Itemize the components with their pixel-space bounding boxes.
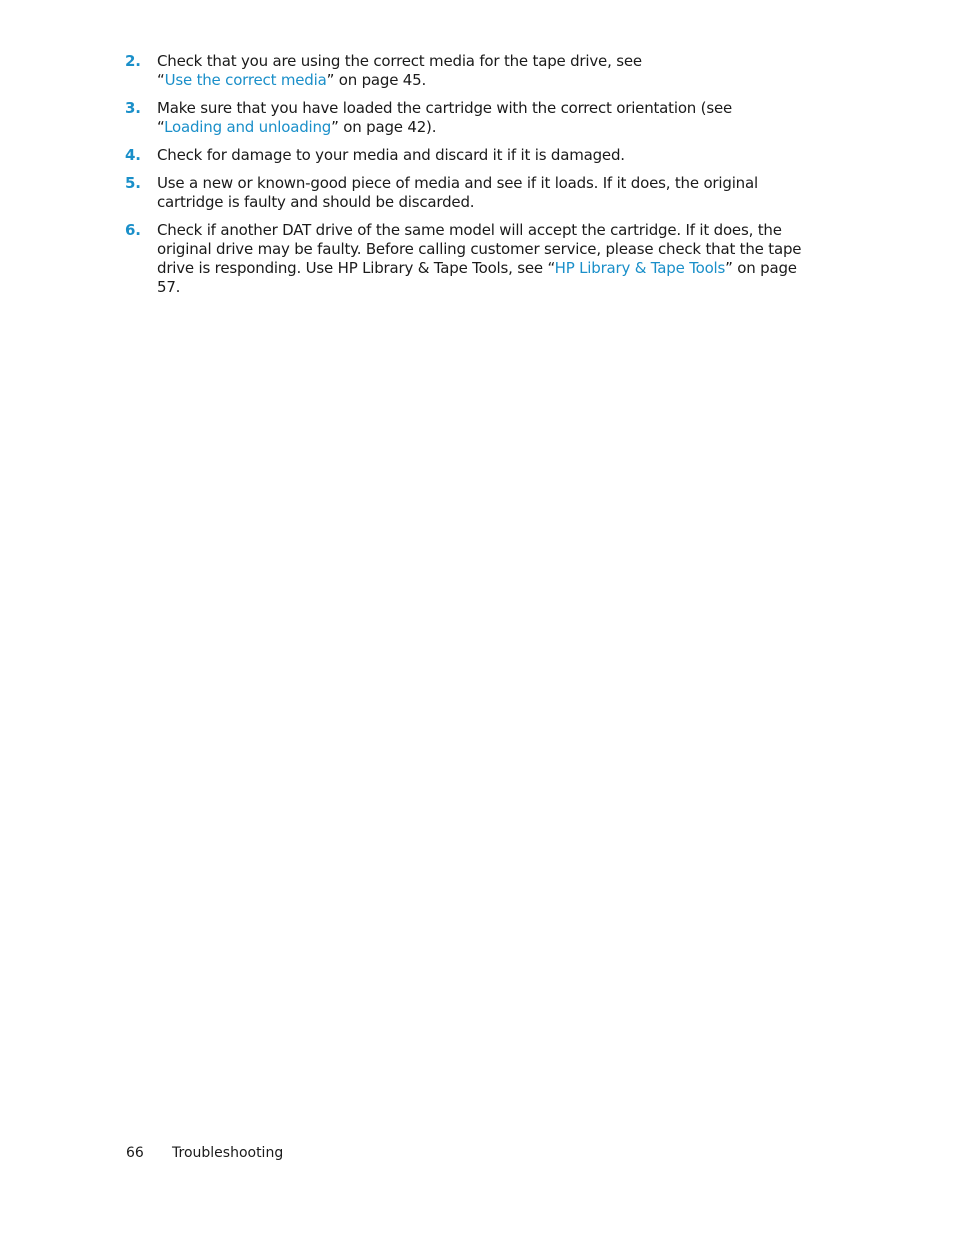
hp-library-and-tape-tools-link[interactable]: HP Library & Tape Tools [554,259,726,277]
step-number: 4. [125,146,141,164]
step-text: Check for damage to your media and discard it if it is damaged. [157,146,625,164]
page-number: 66 [126,1145,144,1161]
step-text: Check if another DAT drive of the same model will accept the cartridge. If it does, the original drive may be faulty. Before calling customer service, please check that the tape drive is responding. Use HP Library & Tape Tools, see “ [157,221,802,277]
footer-section-title: Troubleshooting [172,1145,284,1161]
list-item-step-2 [125,52,815,90]
troubleshooting-steps-list [125,52,815,306]
step-text-suffix: ” on page 57. [157,259,797,296]
list-item-step-3 [125,99,815,137]
step-text: Check that you are using the correct media for the tape drive, see [157,52,642,70]
open-quote: “ [157,118,165,136]
step-number: 3. [125,99,141,117]
page-footer [126,1144,283,1162]
list-item-step-4 [125,146,815,165]
step-text-suffix: ” on page 42). [331,118,437,136]
open-quote: “ [157,71,165,89]
step-number: 6. [125,221,141,239]
step-text: Make sure that you have loaded the cartridge with the correct orientation (see [157,99,733,117]
list-item-step-6 [125,221,815,297]
list-item-step-5 [125,174,815,212]
step-number: 2. [125,52,141,70]
step-number: 5. [125,174,141,192]
loading-and-unloading-link[interactable]: Loading and unloading [164,118,332,136]
step-text: Use a new or known-good piece of media and see if it loads. If it does, the original cartridge is faulty and should be discarded. [157,174,758,211]
use-the-correct-media-link[interactable]: Use the correct media [164,71,327,89]
step-text-suffix: ” on page 45. [326,71,427,89]
